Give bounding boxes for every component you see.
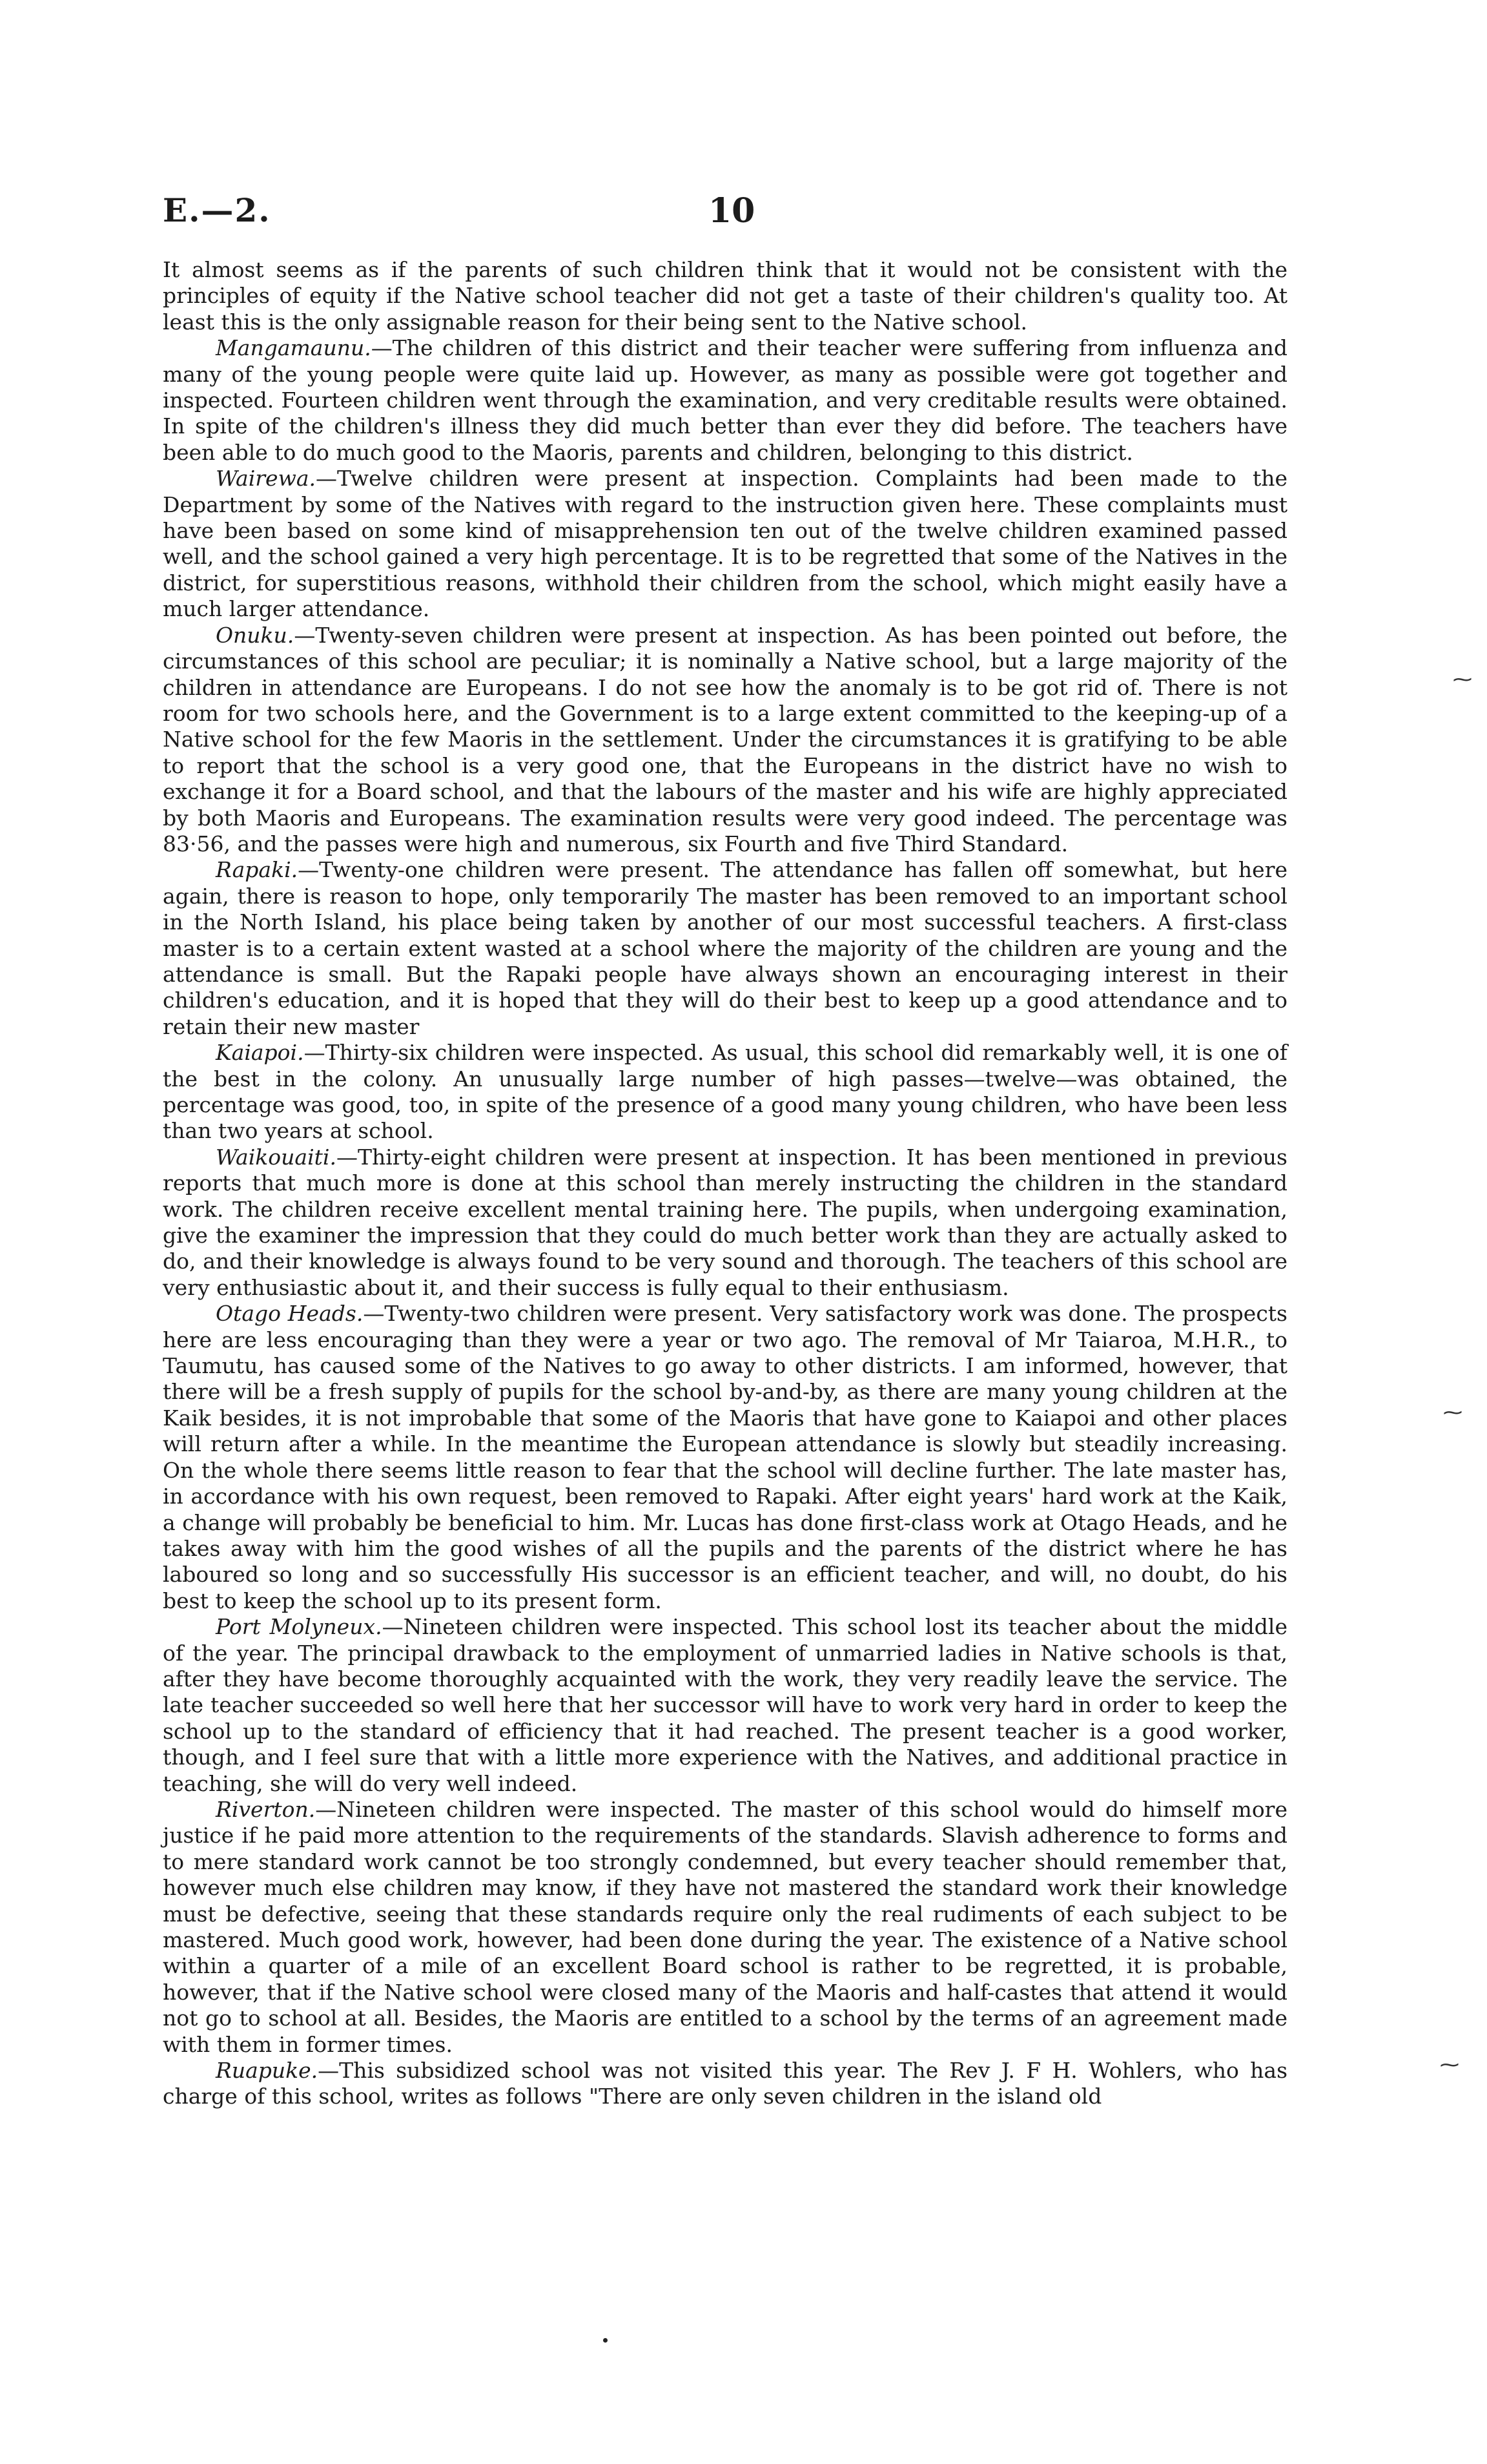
paragraph-port-molyneux bbox=[163, 1614, 1287, 1797]
paragraph-mangamaunu bbox=[163, 335, 1287, 466]
paragraph-text: It almost seems as if the parents of such children think that it would not be consistent with the principles of equity if the Native school teacher did not get a taste of their children's quality too. At least this is the only assignable reason for their being sent to the Native school. bbox=[163, 257, 1287, 335]
school-name: Wairewa. bbox=[216, 466, 316, 492]
paragraph-waikouaiti bbox=[163, 1144, 1287, 1301]
document-reference: E.—2. bbox=[163, 191, 271, 229]
margin-mark-icon: ⁓ bbox=[1440, 2054, 1459, 2076]
school-name: Onuku. bbox=[216, 622, 294, 648]
school-name: Rapaki. bbox=[216, 857, 298, 883]
school-name: Mangamaunu. bbox=[216, 335, 371, 361]
printer-dot-icon bbox=[603, 2338, 608, 2343]
paragraph-text: —Nineteen children were inspected. This school lost its teacher about the middle of the year. The principal drawback to the employment of unmarried ladies in Native schools is that, after they have become thoroughly acquainted with the work, they very readily leave the service. The late teacher succeeded so well here that her successor will have to work very hard in order to keep the school up to the standard of efficiency that it had reached. The present teacher is a good worker, though, and I feel sure that with a little more experience with the Natives, and additional practice in teaching, she will do very well indeed. bbox=[163, 1614, 1287, 1796]
paragraph-wairewa bbox=[163, 466, 1287, 622]
paragraph-riverton bbox=[163, 1797, 1287, 2058]
paragraph-kaiapoi bbox=[163, 1040, 1287, 1144]
paragraph-text: —Thirty-six children were inspected. As usual, this school did remarkably well, it is one of the best in the colony. An unusually large number of high passes—twelve—was obtained, the percentage was good, too, in spite of the presence of a good many young children, who have been less than two years at school. bbox=[163, 1040, 1287, 1144]
school-name: Ruapuke. bbox=[216, 2058, 318, 2084]
margin-mark-icon: ⁓ bbox=[1453, 668, 1472, 691]
paragraph-ruapuke bbox=[163, 2058, 1287, 2110]
paragraph-intro bbox=[163, 257, 1287, 335]
page-header bbox=[163, 191, 1286, 236]
paragraph-text: —Twenty-seven children were present at inspection. As has been pointed out before, the circumstances of this school are peculiar; it is nominally a Native school, but a large majority of the children in attendance are Europeans. I do not see how the anomaly is to be got rid of. There is not room for two schools here, and the Government is to a large extent committed to the keeping-up of a Native school for the few Maoris in the settlement. Under the circumstances it is gratifying to be able to report that the school is a very good one, that the Europeans in the district have no wish to exchange it for a Board school, and that the labours of the master and his wife are highly appreciated by both Maoris and Europeans. The examination results were very good indeed. The percentage was 83·56, and the passes were high and numerous, six Fourth and five Third Standard. bbox=[163, 622, 1287, 856]
paragraph-text: —Twelve children were present at inspection. Complaints had been made to the Department by some of the Natives with regard to the instruction given here. These complaints must have been based on some kind of misapprehension ten out of the twelve children examined passed well, and the school gained a very high percentage. It is to be regretted that some of the Natives in the district, for superstitious reasons, withhold their children from the school, which might easily have a much larger attendance. bbox=[163, 466, 1287, 622]
page-body bbox=[163, 257, 1287, 2110]
paragraph-text: —Twenty-two children were present. Very satisfactory work was done. The prospects here are less encouraging than they were a year or two ago. The removal of Mr Taiaroa, M.H.R., to Taumutu, has caused some of the Natives to go away to other districts. I am informed, however, that there will be a fresh supply of pupils for the school by-and-by, as there are many young children at the Kaik besides, it is not improbable that some of the Maoris that have gone to Kaiapoi and other places will return after a while. In the meantime the European attendance is slowly but steadily increasing. On the whole there seems little reason to fear that the school will decline further. The late master has, in accordance with his own request, been removed to Rapaki. After eight years' hard work at the Kaik, a change will probably be beneficial to him. Mr. Lucas has done first-class work at Otago Heads, and he takes away with him the good wishes of all the pupils and the parents of the district where he has laboured so long and so successfully His successor is an efficient teacher, and will, no doubt, do his best to keep the school up to its present form. bbox=[163, 1301, 1287, 1613]
paragraph-onuku bbox=[163, 623, 1287, 858]
school-name: Riverton. bbox=[216, 1796, 316, 1822]
paragraph-text: —Twenty-one children were present. The attendance has fallen off somewhat, but here again, there is reason to hope, only temporarily The master has been removed to an important school in the North Island, his place being taken by another of our most successful teachers. A first-class master is to a certain extent wasted at a school where the majority of the children are young and the attendance is small. But the Rapaki people have always shown an encouraging interest in their children's education, and it is hoped that they will do their best to keep up a good attendance and to retain their new master bbox=[163, 857, 1287, 1039]
paragraph-text: —Nineteen children were inspected. The master of this school would do himself more justice if he paid more attention to the requirements of the standards. Slavish adherence to forms and to mere standard work cannot be too strongly condemned, but every teacher should remember that, however much else children may know, if they have not mastered the standard work their knowledge must be defective, seeing that these standards require only the real rudiments of each subject to be mastered. Much good work, however, had been done during the year. The existence of a Native school within a quarter of a mile of an excellent Board school is rather to be regretted, it is probable, however, that if the Native school were closed many of the Maoris and half-castes that attend it would not go to school at all. Besides, the Maoris are entitled to a school by the terms of an agreement made with them in former times. bbox=[163, 1796, 1287, 2057]
page-number: 10 bbox=[708, 191, 755, 231]
paragraph-text: —This subsidized school was not visited this year. The Rev J. F H. Wohlers, who has charge of this school, writes as follows "There are only seven children in the island old bbox=[163, 2058, 1287, 2109]
paragraph-text: —Thirty-eight children were present at inspection. It has been mentioned in previous reports that much more is done at this school than merely instructing the children in the standard work. The children receive excellent mental training here. The pupils, when undergoing examination, give the examiner the impression that they could do much better work than they are actually asked to do, and their knowledge is always found to be very sound and thorough. The teachers of this school are very enthusiastic about it, and their success is fully equal to their enthusiasm. bbox=[163, 1144, 1287, 1300]
paragraph-otago-heads bbox=[163, 1301, 1287, 1614]
school-name: Otago Heads. bbox=[216, 1301, 364, 1327]
paragraph-rapaki bbox=[163, 857, 1287, 1040]
paragraph-text: —The children of this district and their teacher were suffering from influenza and many of the young people were quite laid up. However, as many as possible were got together and inspected. Fourteen children went through the examination, and very creditable results were obtained. In spite of the children's illness they did much better than ever they did before. The teachers have been able to do much good to the Maoris, parents and children, belonging to this district. bbox=[163, 335, 1287, 465]
school-name: Waikouaiti. bbox=[216, 1144, 336, 1170]
school-name: Kaiapoi. bbox=[216, 1040, 304, 1066]
margin-mark-icon: ⁓ bbox=[1443, 1402, 1462, 1424]
school-name: Port Molyneux. bbox=[216, 1614, 382, 1640]
